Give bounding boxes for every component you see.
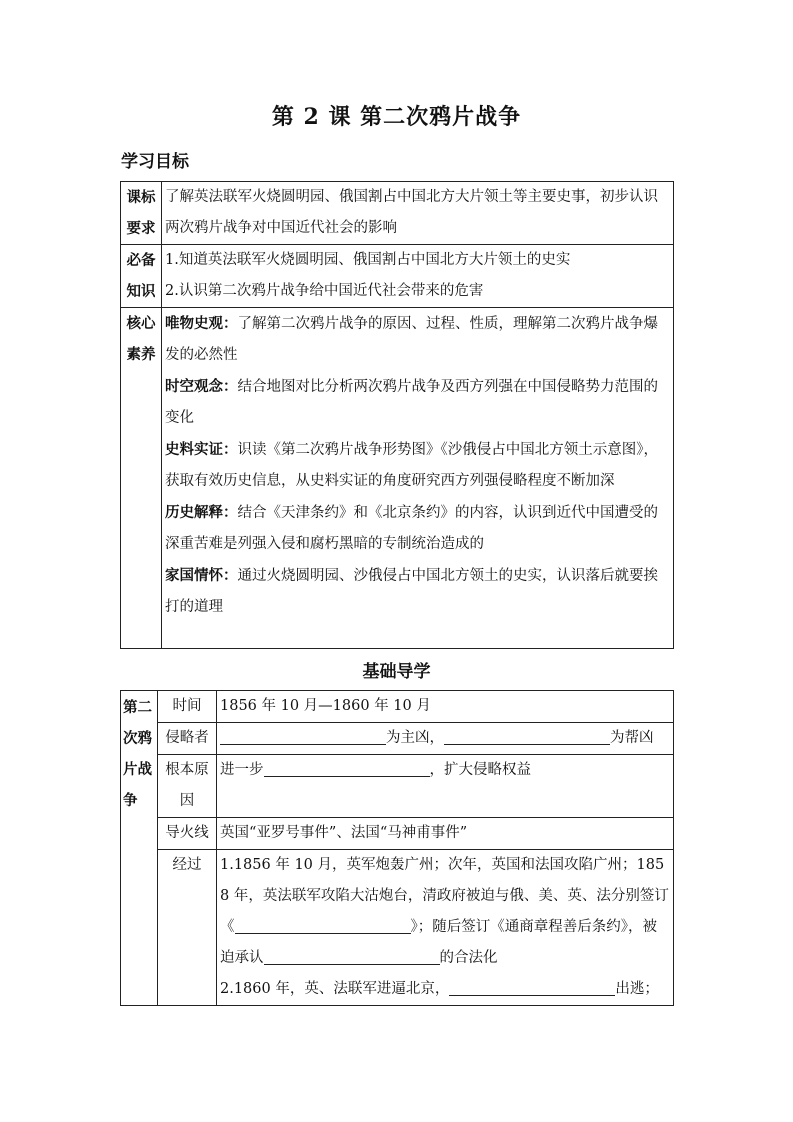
literacy-item: 唯物史观：了解第二次鸦片战争的原因、过程、性质，理解第二次鸦片战争爆发的必然性 bbox=[165, 315, 658, 363]
basics-table bbox=[120, 690, 674, 1006]
row-label: 经过 bbox=[158, 850, 217, 1006]
objectives-table bbox=[120, 181, 674, 649]
lesson-title: 第 2 课 第二次鸦片战争 bbox=[271, 104, 522, 130]
row-text bbox=[162, 245, 674, 308]
table-row bbox=[121, 182, 674, 245]
literacy-item: 历史解释：结合《天津条约》和《北京条约》的内容，认识到近代中国遭受的深重苦难是列强入侵和腐朽黑暗的专制统治造成的 bbox=[165, 504, 658, 552]
objectives-heading: 学习目标 bbox=[121, 152, 189, 172]
row-key: 课标要求 bbox=[121, 182, 162, 245]
row-key: 必备知识 bbox=[121, 245, 162, 308]
row-text: 为主凶， 为帮凶 bbox=[217, 723, 674, 755]
table-row bbox=[121, 818, 674, 850]
fill-blank[interactable] bbox=[235, 913, 411, 934]
literacy-item: 家国情怀：通过火烧圆明园、沙俄侵占中国北方领土的史实，认识落后就要挨打的道理 bbox=[165, 567, 658, 615]
row-text: 1856 年 10 月—1860 年 10 月 bbox=[217, 691, 674, 723]
knowledge-line: 1.知道英法联军火烧圆明园、俄国割占中国北方大片领土的史实 bbox=[165, 252, 571, 268]
row-label: 时间 bbox=[158, 691, 217, 723]
table-row bbox=[121, 308, 674, 649]
table-row bbox=[121, 850, 674, 1006]
row-text: 进一步 ，扩大侵略权益 bbox=[217, 755, 674, 818]
table-row bbox=[121, 245, 674, 308]
row-key: 核心素养 bbox=[121, 308, 162, 649]
table-row bbox=[121, 755, 674, 818]
row-label: 根本原因 bbox=[158, 755, 217, 818]
knowledge-line: 2.认识第二次鸦片战争给中国近代社会带来的危害 bbox=[165, 283, 484, 299]
fill-blank[interactable] bbox=[264, 756, 430, 777]
row-label: 导火线 bbox=[158, 818, 217, 850]
literacy-item: 时空观念：结合地图对比分析两次鸦片战争及西方列强在中国侵略势力范围的变化 bbox=[165, 378, 658, 426]
basics-heading: 基础导学 bbox=[362, 662, 431, 682]
table-row bbox=[121, 723, 674, 755]
literacy-list bbox=[162, 308, 674, 649]
table-row bbox=[121, 691, 674, 723]
fill-blank[interactable] bbox=[220, 724, 386, 745]
row-text: 了解英法联军火烧圆明园、俄国割占中国北方大片领土等主要史事，初步认识两次鸦片战争对中国近代社会的影响 bbox=[162, 182, 674, 245]
war-label: 第二次鸦片战争 bbox=[121, 691, 158, 1006]
fill-blank[interactable] bbox=[264, 944, 440, 965]
fill-blank[interactable] bbox=[444, 724, 610, 745]
row-label: 侵略者 bbox=[158, 723, 217, 755]
fill-blank[interactable] bbox=[449, 975, 615, 996]
literacy-item: 史料实证：识读《第二次鸦片战争形势图》《沙俄侵占中国北方领土示意图》，获取有效历史信息，从史料实证的角度研究西方列强侵略程度不断加深 bbox=[165, 441, 658, 489]
row-text: 1.1856 年 10 月，英军炮轰广州；次年，英国和法国攻陷广州；1858 年，英法联军攻陷大沽炮台，清政府被迫与俄、美、英、法分别签订《 》；随后签订《通商章程善后条约》，被迫承认 的合法化 2.1860 年，英、法联军进逼北京， 出逃； bbox=[217, 850, 674, 1006]
row-text: 英国“亚罗号事件”、法国“马神甫事件” bbox=[217, 818, 674, 850]
